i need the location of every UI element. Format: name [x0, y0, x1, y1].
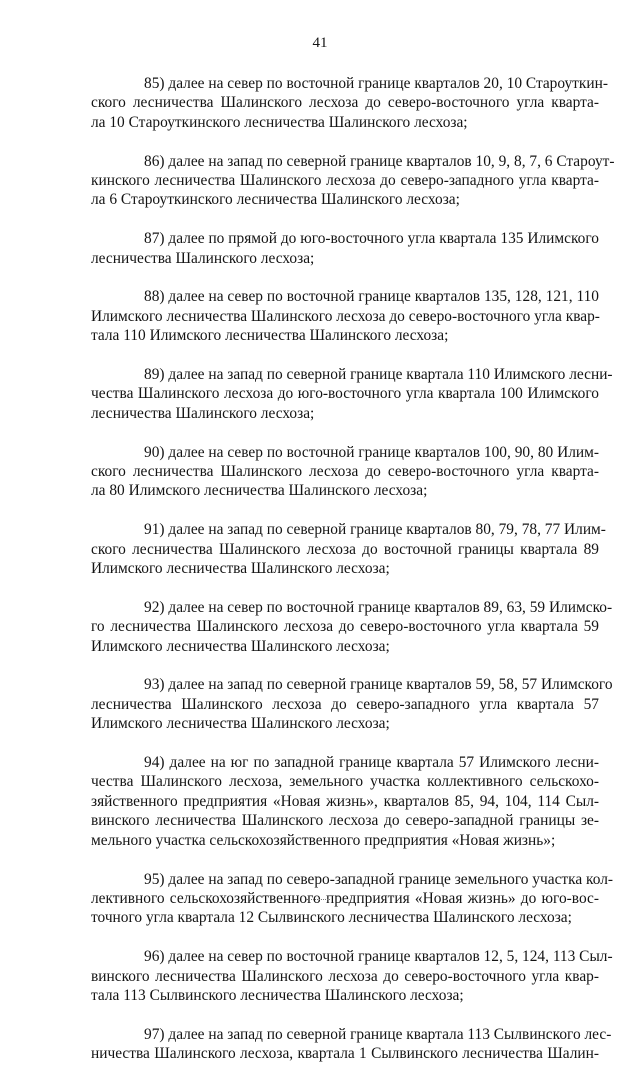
- text-line: 88) далее на север по восточной границе кварталов 135, 128, 121, 110: [144, 288, 599, 306]
- text-line: 93) далее на запад по северной границе кварталов 59, 58, 57 Илимского: [144, 676, 613, 694]
- paragraph: [91, 443, 599, 501]
- text-line: 89) далее на запад по северной границе квартала 110 Илимского лесни-: [144, 366, 613, 384]
- text-line: го лесничества Шалинского лесхоза до северо-восточного угла квартала 59: [91, 618, 599, 636]
- text-line: кинского лесничества Шалинского лесхоза до северо-западного угла кварта-: [91, 172, 599, 190]
- document-body: [91, 74, 615, 1083]
- text-line: 92) далее на север по восточной границе кварталов 89, 63, 59 Илимско-: [144, 598, 613, 616]
- text-line: тала 110 Илимского лесничества Шалинского лесхоза;: [91, 327, 449, 345]
- text-line: 94) далее на юг по западной границе квартала 57 Илимского лесни-: [144, 754, 599, 772]
- text-line: ничества Шалинского лесхоза, квартала 1 Сылвинского лесничества Шалин-: [91, 1045, 599, 1063]
- text-line: лективного сельскохозяйственного предприятия «Новая жизнь» до юго-вос-: [91, 889, 599, 907]
- text-line: лесничества Шалинского лесхоза;: [91, 249, 315, 267]
- text-line: 91) далее на запад по северной границе кварталов 80, 79, 78, 77 Илим-: [144, 521, 606, 539]
- text-line: 87) далее по прямой до юго-восточного угла квартала 135 Илимского: [144, 230, 599, 248]
- text-line: мельного участка сельскохозяйственного предприятия «Новая жизнь»;: [91, 831, 556, 849]
- paragraph: [91, 365, 613, 423]
- text-line: 97) далее на запад по северной границе квартала 113 Сылвинского лес-: [144, 1025, 612, 1043]
- paragraph: [91, 1025, 612, 1064]
- text-line: Илимского лесничества Шалинского лесхоза;: [91, 637, 390, 655]
- paragraph: [91, 229, 599, 268]
- text-line: ского лесничества Шалинского лесхоза до северо-восточного угла кварта-: [91, 463, 599, 481]
- text-line: Илимского лесничества Шалинского лесхоза;: [91, 715, 390, 733]
- text-line: лесничества Шалинского лесхоза до северо-западного угла квартала 57: [91, 695, 599, 713]
- text-line: 95) далее на запад по северо-западной границе земельного участка кол-: [144, 870, 614, 888]
- paragraph: [91, 287, 599, 345]
- text-line: чества Шалинского лесхоза до юго-восточного угла квартала 100 Илимского: [91, 385, 599, 403]
- text-line: 85) далее на север по восточной границе кварталов 20, 10 Староуткин-: [144, 75, 608, 92]
- paragraph: [91, 598, 613, 656]
- text-line: тала 113 Сылвинского лесничества Шалинского лесхоза;: [91, 986, 464, 1004]
- text-line: ла 6 Староуткинского лесничества Шалинского лесхоза;: [91, 191, 460, 209]
- text-line: винского лесничества Шалинского лесхоза до северо-западной границы зе-: [91, 812, 599, 830]
- text-line: 90) далее на север по восточной границе кварталов 100, 90, 80 Илим-: [144, 443, 599, 461]
- paragraph: [91, 520, 606, 578]
- text-line: 96) далее на север по восточной границе кварталов 12, 5, 124, 113 Сыл-: [144, 948, 613, 966]
- paragraph: [91, 74, 608, 132]
- page-bottom-mark: [306, 899, 330, 902]
- text-line: Илимского лесничества Шалинского лесхоза до северо-восточного угла квар-: [91, 307, 600, 325]
- text-line: ского лесничества Шалинского лесхоза до северо-восточного угла кварта-: [91, 94, 599, 112]
- text-line: ла 80 Илимского лесничества Шалинского лесхоза;: [91, 482, 428, 500]
- text-line: точного угла квартала 12 Сылвинского лесничества Шалинского лесхоза;: [91, 909, 572, 927]
- text-line: 86) далее на запад по северной границе кварталов 10, 9, 8, 7, 6 Староут-: [144, 152, 615, 170]
- text-line: лесничества Шалинского лесхоза;: [91, 404, 315, 422]
- text-line: зяйственного предприятия «Новая жизнь», кварталов 85, 94, 104, 114 Сыл-: [91, 792, 599, 810]
- text-line: ла 10 Староуткинского лесничества Шалинского лесхоза;: [91, 113, 468, 131]
- text-line: ского лесничества Шалинского лесхоза до восточной границы квартала 89: [91, 540, 599, 558]
- paragraph: [91, 753, 599, 850]
- paragraph: [91, 675, 613, 733]
- text-line: Илимского лесничества Шалинского лесхоза;: [91, 560, 390, 578]
- paragraph: [91, 947, 613, 1005]
- text-line: чества Шалинского лесхоза, земельного участка коллективного сельскохо-: [91, 773, 599, 791]
- page-number: 41: [312, 35, 328, 51]
- paragraph: [91, 870, 614, 928]
- text-line: винского лесничества Шалинского лесхоза до северо-восточного угла квар-: [91, 967, 599, 985]
- paragraph: [91, 152, 615, 210]
